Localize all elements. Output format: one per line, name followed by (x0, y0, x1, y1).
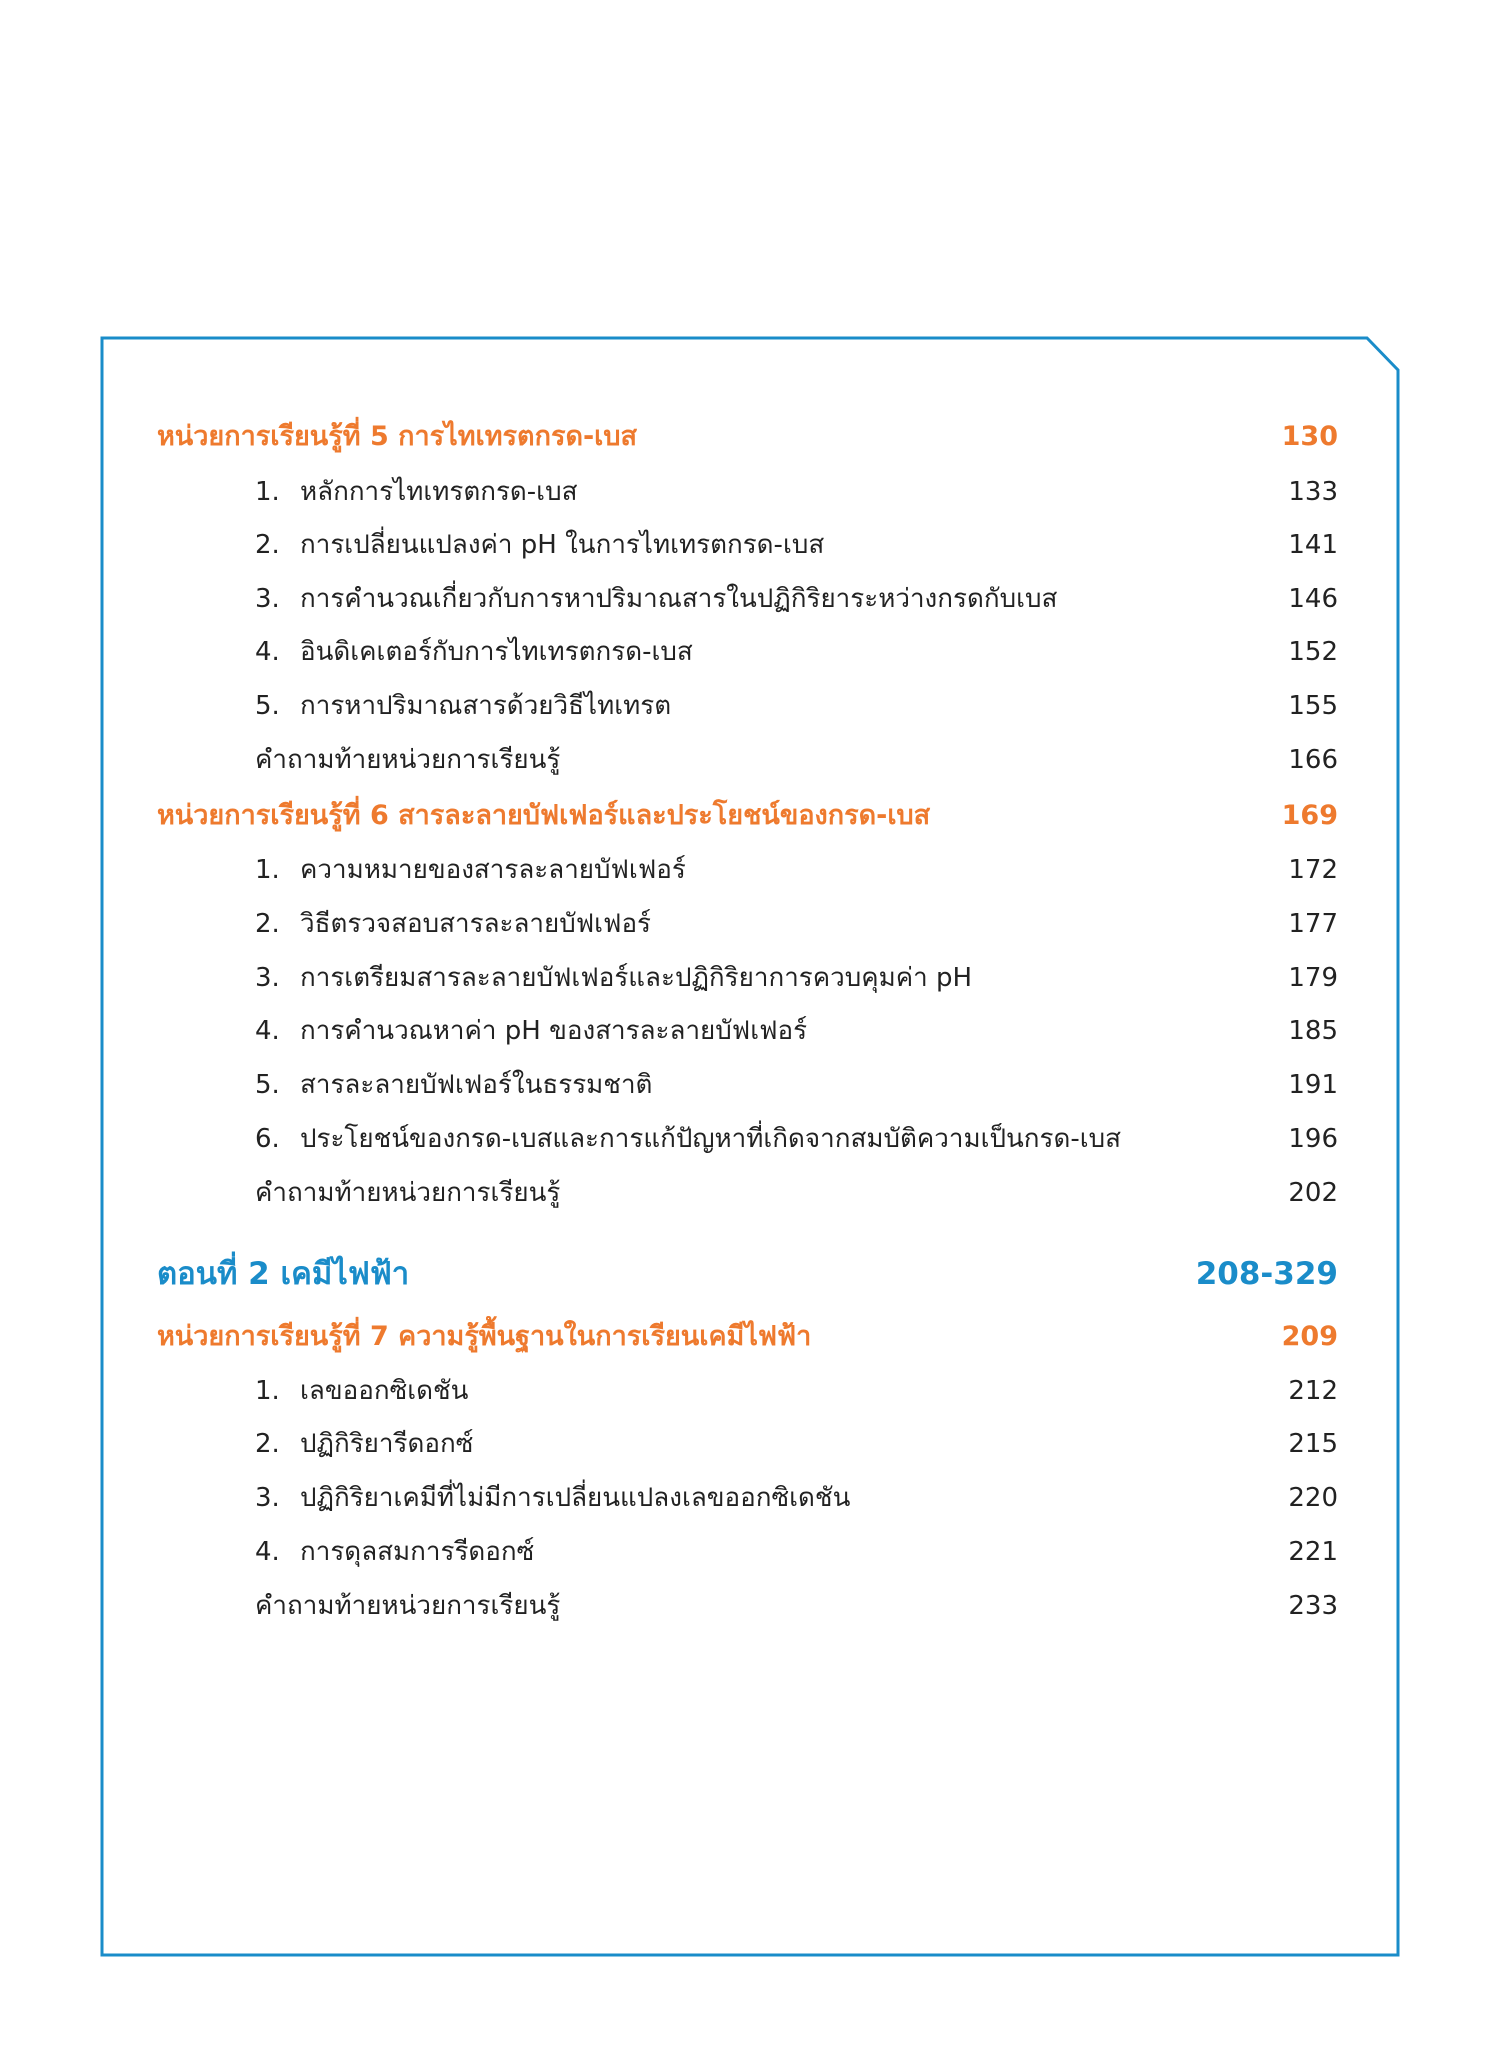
item-number: 5. (255, 1070, 280, 1100)
item-title: ปฏิกิริยารีดอกซ์ (300, 1429, 474, 1459)
toc-item[interactable] (0, 1371, 1496, 1411)
unit-5-heading[interactable] (0, 417, 1496, 457)
toc-item[interactable] (0, 850, 1496, 890)
item-page: 196 (1288, 1124, 1338, 1154)
toc-quiz[interactable] (0, 1173, 1496, 1213)
item-number: 3. (255, 584, 280, 614)
item-number: 2. (255, 530, 280, 560)
part-pages: 208-329 (1195, 1256, 1338, 1292)
toc-item[interactable] (0, 958, 1496, 998)
item-number: 3. (255, 963, 280, 993)
item-page: 185 (1288, 1016, 1338, 1046)
toc-item[interactable] (0, 1065, 1496, 1105)
toc-item[interactable] (0, 1424, 1496, 1464)
unit-title: หน่วยการเรียนรู้ที่ 5 การไทเทรตกรด-เบส (157, 421, 638, 452)
unit-6-heading[interactable] (0, 796, 1496, 836)
item-title: ความหมายของสารละลายบัฟเฟอร์ (300, 855, 686, 885)
item-page: 146 (1288, 584, 1338, 614)
item-title: สารละลายบัฟเฟอร์ในธรรมชาติ (300, 1070, 653, 1100)
item-title: การคำนวณเกี่ยวกับการหาปริมาณสารในปฏิกิริยาระหว่างกรดกับเบส (300, 584, 1058, 614)
item-number: 6. (255, 1124, 280, 1154)
item-title: เลขออกซิเดชัน (300, 1376, 469, 1406)
quiz-title: คำถามท้ายหน่วยการเรียนรู้ (255, 745, 561, 775)
toc-item[interactable] (0, 525, 1496, 565)
quiz-title: คำถามท้ายหน่วยการเรียนรู้ (255, 1178, 561, 1208)
toc-item[interactable] (0, 1478, 1496, 1518)
item-number: 2. (255, 909, 280, 939)
item-number: 4. (255, 637, 280, 667)
unit-page: 130 (1281, 421, 1338, 452)
toc-item[interactable] (0, 904, 1496, 944)
toc-item[interactable] (0, 632, 1496, 672)
item-number: 4. (255, 1016, 280, 1046)
item-title: การเตรียมสารละลายบัฟเฟอร์และปฏิกิริยาการควบคุมค่า pH (300, 963, 973, 993)
unit-page: 209 (1281, 1321, 1338, 1352)
item-title: การหาปริมาณสารด้วยวิธีไทเทรต (300, 691, 672, 721)
item-number: 1. (255, 855, 280, 885)
item-number: 1. (255, 477, 280, 507)
item-title: อินดิเคเตอร์กับการไทเทรตกรด-เบส (300, 637, 693, 667)
unit-page: 169 (1281, 800, 1338, 831)
toc-item[interactable] (0, 472, 1496, 512)
quiz-title: คำถามท้ายหน่วยการเรียนรู้ (255, 1591, 561, 1621)
item-page: 172 (1288, 855, 1338, 885)
toc-item[interactable] (0, 686, 1496, 726)
toc-item[interactable] (0, 1119, 1496, 1159)
toc-item[interactable] (0, 1011, 1496, 1051)
item-title: ประโยชน์ของกรด-เบสและการแก้ปัญหาที่เกิดจากสมบัติความเป็นกรด-เบส (300, 1124, 1121, 1154)
toc-quiz[interactable] (0, 740, 1496, 780)
item-page: 212 (1288, 1376, 1338, 1406)
item-title: การเปลี่ยนแปลงค่า pH ในการไทเทรตกรด-เบส (300, 530, 825, 560)
toc-quiz[interactable] (0, 1586, 1496, 1626)
item-page: 191 (1288, 1070, 1338, 1100)
item-number: 5. (255, 691, 280, 721)
item-page: 155 (1288, 691, 1338, 721)
item-page: 220 (1288, 1483, 1338, 1513)
item-title: การคำนวณหาค่า pH ของสารละลายบัฟเฟอร์ (300, 1016, 808, 1046)
unit-title: หน่วยการเรียนรู้ที่ 6 สารละลายบัฟเฟอร์และประโยชน์ของกรด-เบส (157, 800, 931, 831)
item-number: 4. (255, 1537, 280, 1567)
quiz-page: 202 (1288, 1178, 1338, 1208)
item-page: 152 (1288, 637, 1338, 667)
item-title: การดุลสมการรีดอกซ์ (300, 1537, 535, 1567)
item-page: 177 (1288, 909, 1338, 939)
item-title: ปฏิกิริยาเคมีที่ไม่มีการเปลี่ยนแปลงเลขออกซิเดชัน (300, 1483, 851, 1513)
item-page: 141 (1288, 530, 1338, 560)
quiz-page: 166 (1288, 745, 1338, 775)
item-title: วิธีตรวจสอบสารละลายบัฟเฟอร์ (300, 909, 652, 939)
part-title: ตอนที่ 2 เคมีไฟฟ้า (157, 1256, 410, 1292)
unit-7-heading[interactable] (0, 1317, 1496, 1357)
item-page: 133 (1288, 477, 1338, 507)
item-page: 221 (1288, 1537, 1338, 1567)
item-page: 179 (1288, 963, 1338, 993)
item-number: 1. (255, 1376, 280, 1406)
quiz-page: 233 (1288, 1591, 1338, 1621)
toc-item[interactable] (0, 1532, 1496, 1572)
toc-item[interactable] (0, 579, 1496, 619)
item-title: หลักการไทเทรตกรด-เบส (300, 477, 578, 507)
unit-title: หน่วยการเรียนรู้ที่ 7 ความรู้พื้นฐานในการเรียนเคมีไฟฟ้า (157, 1321, 812, 1352)
item-page: 215 (1288, 1429, 1338, 1459)
item-number: 3. (255, 1483, 280, 1513)
part-2-heading[interactable] (0, 1254, 1496, 1294)
item-number: 2. (255, 1429, 280, 1459)
